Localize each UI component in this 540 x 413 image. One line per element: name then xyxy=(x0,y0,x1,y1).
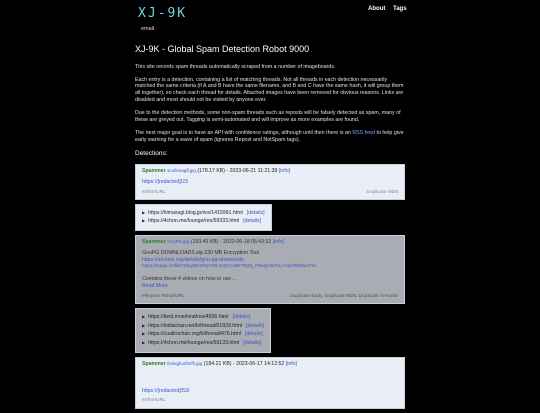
filename-link[interactable]: GnuPG.jpg xyxy=(167,239,190,245)
body-line: Contains these 4 videos on how to use ... xyxy=(142,276,237,283)
detection-card xyxy=(135,164,405,200)
thread-url: https://4chon.me/lounge/res/59133.html xyxy=(148,340,240,347)
top-nav xyxy=(368,6,413,14)
spammer-label: Spammer xyxy=(142,239,166,246)
read-more-link[interactable]: Read More xyxy=(142,282,168,289)
disclosure-triangle-icon[interactable]: ▶ xyxy=(142,209,146,215)
site-header xyxy=(0,0,540,40)
thread-row[interactable] xyxy=(142,323,264,330)
detection-tags[interactable]: #ShortURL xyxy=(142,189,166,195)
spammer-label: Spammer xyxy=(142,360,166,367)
rss-feed-link[interactable]: RSS feed xyxy=(352,129,375,136)
details-link[interactable]: [details] xyxy=(243,340,262,347)
thread-row[interactable] xyxy=(142,340,264,347)
detection-explanation: Each entry is a detection, containing a list of matching threads. Not all threads in each detection necessarily matched the same criteria (if A and B have the same filename, and B and C have the same hash, it will group them all together), so check each thread for details. Attached images have been removed for obvious reasons. Links are disabled and most should not be visited by anyone ever. xyxy=(135,76,404,104)
detection-footer xyxy=(136,398,404,407)
body-link[interactable]: https://[redacted]/23 xyxy=(142,178,188,185)
nav-about[interactable]: About xyxy=(368,6,386,12)
detection-footer xyxy=(136,294,404,303)
thread-list xyxy=(135,204,272,232)
info-link[interactable]: [info] xyxy=(278,168,291,174)
disclosure-triangle-icon[interactable]: ▶ xyxy=(142,313,146,319)
false-positive-note: Due to the detection methods, some non-spam threads such as reposts will be falsely detected as spam, many of these are greyed out. Tagging is semi-automated and will improve as more examples are found. xyxy=(135,110,401,123)
thread-url: https://indiachan.net/b/thread/61929.html xyxy=(148,322,243,329)
details-link[interactable]: [details] xyxy=(243,218,262,225)
nav-tags[interactable]: Tags xyxy=(393,6,407,12)
thread-url: https://4chon.me/lounge/res/59333.html xyxy=(148,218,240,225)
thread-list xyxy=(135,308,271,353)
detection-reason: Duplicate Body, Duplicate MD5, Duplicate SHA256 xyxy=(290,293,398,299)
page-title: XJ-9K - Global Spam Detection Robot 9000 xyxy=(135,44,310,54)
info-link[interactable]: [info] xyxy=(285,360,297,367)
detections-heading: Detections: xyxy=(135,149,168,157)
disclosure-triangle-icon[interactable]: ▶ xyxy=(142,322,146,328)
main-content xyxy=(135,44,405,413)
detection-body xyxy=(136,368,404,399)
detection-body xyxy=(136,246,404,294)
detection-meta: (178.17 KB) - 2023-06-21 11:21:39 xyxy=(195,168,279,174)
email-link[interactable]: email xyxy=(141,26,155,32)
details-link[interactable]: [details] xyxy=(232,313,251,320)
detection-reason: Duplicate MD5 xyxy=(366,189,398,195)
thread-row[interactable] xyxy=(142,331,264,338)
thread-row[interactable] xyxy=(142,218,265,225)
detection-footer xyxy=(136,190,404,199)
intro-paragraph: This site records spam threads automatically scraped from a number of imageboards. xyxy=(135,63,336,70)
body-link[interactable]: https://archive.org/details/gnu-pg-downloads xyxy=(142,256,244,263)
thread-url: https://kind.moe/kind/res/4936.html xyxy=(148,313,229,320)
detection-header xyxy=(136,358,404,368)
thread-row[interactable] xyxy=(142,314,264,321)
site-logo[interactable]: XJ-9K xyxy=(138,6,188,21)
detection-tags[interactable]: #Repost #ShortURL xyxy=(142,293,185,299)
body-link[interactable]: https://[redacted]/53/ xyxy=(142,387,190,394)
detection-header xyxy=(136,165,404,175)
detection-body xyxy=(136,175,404,190)
detection-header xyxy=(136,236,404,246)
thread-url: https://cuailrochan.org/b/thread/476.html xyxy=(148,331,241,338)
spammer-label: Spammer xyxy=(142,168,166,174)
api-note: The next major goal is to have an API with confidence ratings, although until then there is an RSS feed to help give early warning for a wave of spam (ignores Repost and NotSpam tags). xyxy=(135,129,404,143)
body-line: GnuPG DOWNLOADS.zip 230 MB Encryption Tool xyxy=(142,249,259,256)
thread-url: https://himasugi.blog.jp/res/1415991.html xyxy=(148,209,243,216)
detection-meta: (184.21 KB) - 2023-06-17 14:12:52 xyxy=(202,360,286,367)
details-link[interactable]: [details] xyxy=(246,322,264,329)
disclosure-triangle-icon[interactable]: ▶ xyxy=(142,218,146,224)
disclosure-triangle-icon[interactable]: ▶ xyxy=(142,340,146,346)
body-link[interactable]: https://mega.nz/file/Odcyl5K9#4y7WL2eQ7cu8E75Q5j_R5eQm5I7ILxYdyOfB9ilcArYo xyxy=(142,263,316,269)
filename-link[interactable]: sco/kmagfl.jpg xyxy=(167,168,196,173)
detection-card xyxy=(135,235,405,304)
info-link[interactable]: [info] xyxy=(272,239,284,246)
filename-link[interactable]: tholxgfuolfmfh.jpg xyxy=(167,360,203,366)
detection-card xyxy=(135,357,405,409)
thread-row[interactable] xyxy=(142,210,265,217)
details-link[interactable]: [details] xyxy=(246,209,265,216)
details-link[interactable]: [details] xyxy=(244,331,263,338)
detection-meta: (193.45 KB) - 2023-06-18 06:43:52 xyxy=(189,239,273,246)
disclosure-triangle-icon[interactable]: ▶ xyxy=(142,331,146,337)
detection-tags[interactable]: #ShortURL xyxy=(142,398,166,404)
